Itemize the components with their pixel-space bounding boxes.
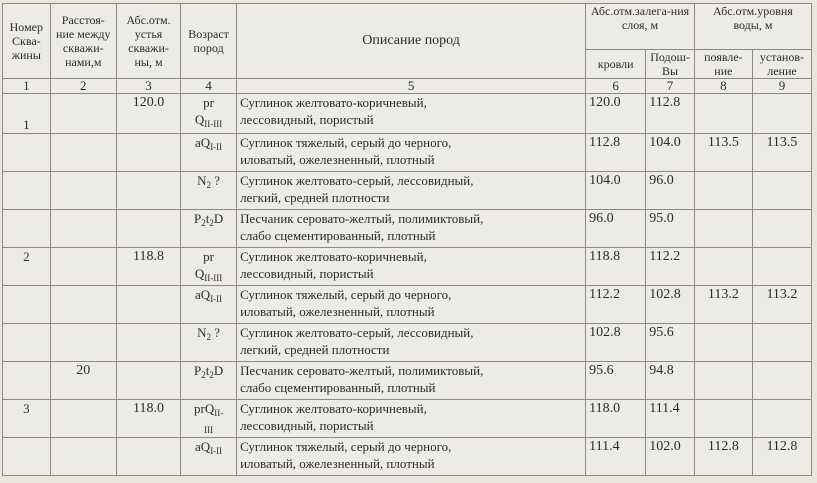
table-row [3, 172, 812, 210]
cell-age: $P_2t_2D$ [181, 210, 237, 248]
column-number-row [3, 79, 812, 94]
cell-well [3, 324, 51, 362]
cell-description: Суглинок желтовато-серый, лессовидный, легкий, средней плотности [237, 172, 586, 210]
cell-appear: 113.2 [694, 286, 752, 324]
cell-steady: 113.5 [752, 134, 811, 172]
cell-bottom: 102.0 [646, 438, 695, 476]
cell-bottom: 112.2 [646, 248, 695, 286]
table-row [3, 324, 812, 362]
table-row [3, 362, 812, 400]
header-bottom: Подош-Вы [646, 50, 695, 79]
cell-well [3, 286, 51, 324]
table-row [3, 210, 812, 248]
cell-bottom: 94.8 [646, 362, 695, 400]
column-number: 3 [116, 79, 180, 94]
cell-distance [50, 438, 116, 476]
cell-distance: 20 [50, 362, 116, 400]
table-row [3, 94, 812, 134]
cell-top: 95.6 [586, 362, 646, 400]
header-bed-elevation: Абс.отм.залега-ния слоя, м [586, 4, 695, 50]
column-number: 2 [50, 79, 116, 94]
cell-appear [694, 210, 752, 248]
cell-distance [50, 286, 116, 324]
cell-steady [752, 400, 811, 438]
cell-description: Суглинок желтовато-коричневый, лессовидный, пористый [237, 248, 586, 286]
cell-steady [752, 248, 811, 286]
cell-appear [694, 324, 752, 362]
cell-collar [116, 134, 180, 172]
cell-bottom: 95.0 [646, 210, 695, 248]
cell-age: $aQ_{I-II}$ [181, 438, 237, 476]
cell-collar [116, 172, 180, 210]
cell-appear [694, 400, 752, 438]
column-number: 5 [237, 79, 586, 94]
table-row [3, 400, 812, 438]
cell-top: 102.8 [586, 324, 646, 362]
cell-description: Суглинок желтовато-коричневый, лессовидный, пористый [237, 400, 586, 438]
cell-distance [50, 248, 116, 286]
cell-steady: 112.8 [752, 438, 811, 476]
header-distance: Расстоя-ние между скважи-нами,м [50, 4, 116, 79]
cell-top: 120.0 [586, 94, 646, 134]
header-age: Возраст пород [181, 4, 237, 79]
cell-collar [116, 324, 180, 362]
cell-bottom: 112.8 [646, 94, 695, 134]
cell-top: 118.0 [586, 400, 646, 438]
cell-collar: 120.0 [116, 94, 180, 134]
cell-well [3, 210, 51, 248]
cell-collar: 118.8 [116, 248, 180, 286]
cell-appear [694, 248, 752, 286]
cell-age: pr $Q_{II-III}$ [181, 248, 237, 286]
header-well: Номер Сква-жины [3, 4, 51, 79]
cell-well [3, 172, 51, 210]
header-collar: Абс.отм. устья скважи-ны, м [116, 4, 180, 79]
cell-description: Суглинок тяжелый, серый до черного, иловатый, ожелезненный, плотный [237, 134, 586, 172]
cell-description: Песчаник серовато-желтый, полимиктовый, слабо сцементированный, плотный [237, 210, 586, 248]
cell-age: pr $Q_{II-III}$ [181, 94, 237, 134]
cell-well [3, 134, 51, 172]
cell-description: Суглинок тяжелый, серый до черного, иловатый, ожелезненный, плотный [237, 286, 586, 324]
cell-distance [50, 210, 116, 248]
cell-appear: 113.5 [694, 134, 752, 172]
cell-steady: 113.2 [752, 286, 811, 324]
cell-appear: 112.8 [694, 438, 752, 476]
cell-collar [116, 438, 180, 476]
cell-distance [50, 172, 116, 210]
cell-well [3, 438, 51, 476]
cell-well: 3 [3, 400, 51, 438]
header-steady: установ-ление [752, 50, 811, 79]
cell-steady [752, 210, 811, 248]
cell-description: Суглинок тяжелый, серый до черного, иловатый, ожелезненный, плотный [237, 438, 586, 476]
cell-well: 2 [3, 248, 51, 286]
cell-well [3, 362, 51, 400]
cell-bottom: 96.0 [646, 172, 695, 210]
header-water-level: Абс.отм.уровня воды, м [694, 4, 811, 50]
cell-appear [694, 362, 752, 400]
cell-steady [752, 172, 811, 210]
table-row [3, 286, 812, 324]
cell-distance [50, 94, 116, 134]
cell-steady [752, 94, 811, 134]
column-number: 4 [181, 79, 237, 94]
cell-steady [752, 362, 811, 400]
cell-top: 112.8 [586, 134, 646, 172]
cell-top: 104.0 [586, 172, 646, 210]
table-row [3, 248, 812, 286]
cell-collar [116, 286, 180, 324]
cell-age: $aQ_{I-II}$ [181, 286, 237, 324]
cell-top: 111.4 [586, 438, 646, 476]
cell-description: Суглинок желтовато-серый, лессовидный, легкий, средней плотности [237, 324, 586, 362]
column-number: 1 [3, 79, 51, 94]
cell-collar [116, 362, 180, 400]
cell-top: 112.2 [586, 286, 646, 324]
header-row [3, 4, 812, 50]
header-appear: появле-ние [694, 50, 752, 79]
column-number: 8 [694, 79, 752, 94]
cell-bottom: 102.8 [646, 286, 695, 324]
cell-description: Суглинок желтовато-коричневый, лессовидный, пористый [237, 94, 586, 134]
cell-age: prQ$_{II-}$ $_{III}$ [181, 400, 237, 438]
cell-age: $N_2$ ? [181, 172, 237, 210]
cell-top: 118.8 [586, 248, 646, 286]
cell-description: Песчаник серовато-желтый, полимиктовый, слабо сцементированный, плотный [237, 362, 586, 400]
cell-appear [694, 172, 752, 210]
cell-well: 1 [3, 94, 51, 134]
header-description: Описание пород [237, 4, 586, 79]
cell-bottom: 111.4 [646, 400, 695, 438]
column-number: 6 [586, 79, 646, 94]
cell-steady [752, 324, 811, 362]
cell-top: 96.0 [586, 210, 646, 248]
cell-appear [694, 94, 752, 134]
table-row [3, 438, 812, 476]
cell-distance [50, 134, 116, 172]
cell-distance [50, 324, 116, 362]
cell-age: $N_2$ ? [181, 324, 237, 362]
cell-distance [50, 400, 116, 438]
cell-age: $aQ_{I-II}$ [181, 134, 237, 172]
cell-age: $P_2t_2D$ [181, 362, 237, 400]
table-row [3, 134, 812, 172]
cell-bottom: 95.6 [646, 324, 695, 362]
column-number: 9 [752, 79, 811, 94]
cell-bottom: 104.0 [646, 134, 695, 172]
cell-collar: 118.0 [116, 400, 180, 438]
header-top: кровли [586, 50, 646, 79]
column-number: 7 [646, 79, 695, 94]
cell-collar [116, 210, 180, 248]
borehole-log-table [2, 3, 812, 476]
